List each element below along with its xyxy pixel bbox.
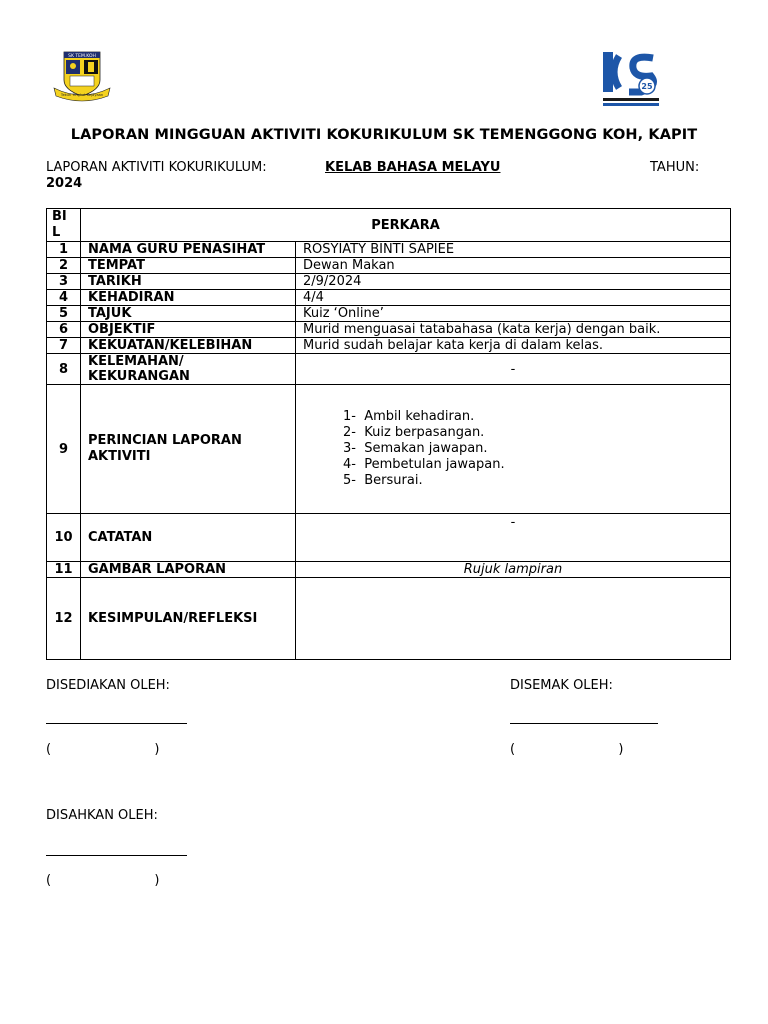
step-item: Bersurai. [364,473,423,488]
row-value: 2/9/2024 [296,274,731,290]
row-number: 5 [47,306,81,322]
row-label: KEKUATAN/KELEBIHAN [81,338,296,354]
table-row [47,290,731,306]
row-label: KESIMPULAN/REFLEKSI [81,578,296,660]
activity-report-label: LAPORAN AKTIVITI KOKURIKULUM: [46,160,267,175]
approved-by-signature-line [46,855,187,856]
row-value: Kuiz ‘Online’ [296,306,731,322]
kssr-logo [601,50,661,110]
row-label: KELEMAHAN/ KEKURANGAN [81,354,296,385]
row-number: 4 [47,290,81,306]
table-row [47,385,731,514]
row-label: OBJEKTIF [81,322,296,338]
row-number: 6 [47,322,81,338]
report-table [46,208,731,660]
row-value: ROSYIATY BINTI SAPIEE [296,242,731,258]
prepared-by-name-paren: ( ) [46,742,160,757]
row-value: Dewan Makan [296,258,731,274]
year-value: 2024 [46,176,83,191]
row-value: Rujuk lampiran [296,562,731,578]
row-label: CATATAN [81,514,296,562]
row-label: TARIKH [81,274,296,290]
row-label: TEMPAT [81,258,296,274]
row-value: Murid menguasai tatabahasa (kata kerja) dengan baik. [296,322,731,338]
row-number: 7 [47,338,81,354]
table-row [47,514,731,562]
step-item: Pembetulan jawapan. [364,457,505,472]
row-value [296,578,731,660]
row-steps-cell [296,385,731,514]
table-row [47,578,731,660]
row-label: KEHADIRAN [81,290,296,306]
table-row [47,354,731,385]
row-value: 4/4 [296,290,731,306]
prepared-by-label: DISEDIAKAN OLEH: [46,678,170,693]
row-label: GAMBAR LAPORAN [81,562,296,578]
row-value: Murid sudah belajar kata kerja di dalam kelas. [296,338,731,354]
row-number: 9 [47,385,81,514]
table-row [47,338,731,354]
step-item: Ambil kehadiran. [364,409,475,424]
table-row [47,242,731,258]
row-value: - [296,514,731,562]
row-number: 1 [47,242,81,258]
row-number: 8 [47,354,81,385]
club-name: KELAB BAHASA MELAYU [325,160,501,175]
checked-by-name-paren: ( ) [510,742,624,757]
prepared-by-signature-line [46,723,187,724]
crest-motto-text: Tekun Tingkat Kejayaan [60,93,104,97]
table-row [47,562,731,578]
row-value: - [296,354,731,385]
approved-by-label: DISAHKAN OLEH: [46,808,158,823]
crest-banner-text: SK TEM.KOH [68,54,96,59]
page-title: LAPORAN MINGGUAN AKTIVITI KOKURIKULUM SK TEMENGGONG KOH, KAPIT [70,127,698,143]
row-number: 11 [47,562,81,578]
logo-number-text: 25 [641,82,653,91]
table-row [47,274,731,290]
row-label: TAJUK [81,306,296,322]
header-perkara: PERKARA [81,209,731,242]
table-header-row [47,209,731,242]
year-label: TAHUN: [650,160,700,175]
row-number: 12 [47,578,81,660]
school-crest-logo [52,50,112,102]
table-row [47,258,731,274]
row-number: 10 [47,514,81,562]
row-label: PERINCIAN LAPORAN AKTIVITI [81,385,296,514]
step-item: Kuiz berpasangan. [364,425,485,440]
row-number: 2 [47,258,81,274]
header-bil: BI L [47,209,81,242]
step-item: Semakan jawapan. [364,441,488,456]
table-row [47,306,731,322]
activity-steps-list [303,409,723,489]
row-number: 3 [47,274,81,290]
row-label: NAMA GURU PENASIHAT [81,242,296,258]
table-row [47,322,731,338]
checked-by-signature-line [510,723,658,724]
approved-by-name-paren: ( ) [46,873,160,888]
checked-by-label: DISEMAK OLEH: [510,678,613,693]
